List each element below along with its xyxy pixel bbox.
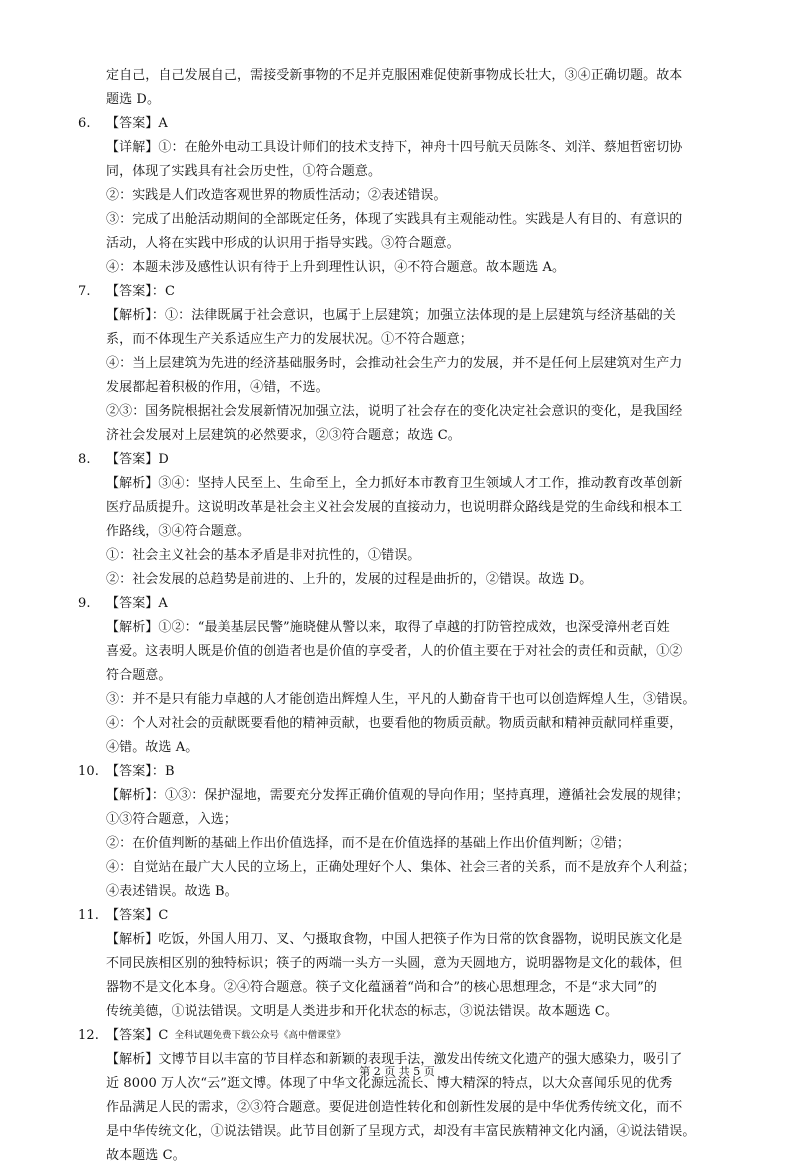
- answer-content: [78, 64, 718, 1168]
- explanation-line: ②：在价值判断的基础上作出价值选择，而不是在价值选择的基础上作出价值判断；②错；: [106, 836, 631, 851]
- question-answer-line: [78, 592, 718, 616]
- explanation-line: ③：完成了出舱活动期间的全部既定任务，体现了实践具有主观能动性。实践是人有目的、有意识的: [106, 212, 683, 227]
- explanation-line: 【解析】③④：坚持人民至上、生命至上，全力抓好本市教育卫生领域人才工作，推动教育改革创新: [106, 476, 683, 491]
- answer-label: 【答案】：C: [106, 284, 176, 299]
- explanation-line: 发展都起着积极的作用，④错，不选。: [106, 380, 329, 395]
- explanation-line: ④表述错误。故选 B。: [106, 884, 238, 899]
- explanation-line: ④错。故选 A。: [106, 740, 199, 755]
- explanation-line: 【解析】①②：“最美基层民警”施晓健从警以来，取得了卓越的打防管控成效，也深受漳州老百姓: [106, 620, 670, 635]
- explanation-line: 作品满足人民的需求，②③符合题意。要促进创造性转化和创新性发展的是中华优秀传统文化，而不: [106, 1100, 683, 1115]
- question-number: 10.: [78, 764, 99, 779]
- explanation-line: 喜爱。这表明人既是价值的创造者也是价值的享受者，人的价值主要在于对社会的责任和贡献，①②: [106, 644, 683, 659]
- explanation-line: ②：实践是人们改造客观世界的物质性活动；②表述错误。: [106, 188, 447, 203]
- explanation-line: ④：当上层建筑为先进的经济基础服务时，会推动社会生产力的发展，并不是任何上层建筑对生产力: [106, 356, 683, 371]
- question-answer-line: [78, 280, 718, 304]
- explanation-line: 定自己，自己发展自己，需接受新事物的不足并克服困难促使新事物成长壮大，③④正确切题。故本: [106, 68, 683, 83]
- explanation-line: 【详解】①：在舱外电动工具设计师们的技术支持下，神舟十四号航天员陈冬、刘洋、蔡旭哲密切协: [106, 140, 683, 155]
- explanation-line: 同，体现了实践具有社会历史性，①符合题意。: [106, 164, 382, 179]
- explanation-line: 系，而不体现生产关系适应生产力的发展状况。①不符合题意；: [106, 332, 473, 347]
- explanation-line: ②：社会发展的总趋势是前进的、上升的，发展的过程是曲折的，②错误。故选 D。: [106, 572, 593, 587]
- answer-label: 【答案】A: [106, 596, 168, 611]
- explanation-line: ①③符合题意，入选；: [106, 812, 238, 827]
- explanation-line: 作路线，③④符合题意。: [106, 524, 251, 539]
- explanation-line: 传统美德，①说法错误。文明是人类进步和开化状态的标志，③说法错误。故本题选 C。: [106, 1004, 619, 1019]
- explanation-line: 医疗品质提升。这说明改革是社会主义社会发展的直接动力，也说明群众路线是党的生命线和根本工: [106, 500, 683, 515]
- answer-label: 【答案】D: [106, 452, 169, 467]
- question-answer-line: [78, 112, 718, 136]
- question-number: 6.: [78, 116, 91, 131]
- explanation-line: 器物不是文化本身。②④符合题意。筷子文化蕴涵着“尚和合”的核心思想理念，不是“求大同”的: [106, 980, 657, 995]
- promo-note: 全科试题免费下载公众号《高中僧课堂》: [174, 1030, 346, 1041]
- question-number: 11.: [78, 908, 99, 923]
- question-answer-line: [78, 904, 718, 928]
- question-number: 12.: [78, 1028, 99, 1043]
- answer-label: 【答案】C: [106, 1028, 169, 1043]
- question-number: 8.: [78, 452, 91, 467]
- explanation-line: ③：并不是只有能力卓越的人才能创造出辉煌人生，平凡的人勤奋肯干也可以创造辉煌人生，③错误。: [106, 692, 696, 707]
- answer-label: 【答案】：B: [106, 764, 175, 779]
- answer-label: 【答案】C: [106, 908, 169, 923]
- explanation-line: 是中华传统文化，①说法错误。此节目创新了呈现方式，却没有丰富民族精神文化内涵，④说法错误。: [106, 1124, 696, 1139]
- explanation-line: 活动，人将在实践中形成的认识用于指导实践。③符合题意。: [106, 236, 460, 251]
- explanation-line: ②③：国务院根据社会发展新情况加强立法，说明了社会存在的变化决定社会意识的变化，是我国经: [106, 404, 683, 419]
- question-answer-line: [78, 448, 718, 472]
- explanation-line: 【解析】文博节目以丰富的节目样态和新颖的表现手法，激发出传统文化遗产的强大感染力，吸引了: [106, 1052, 683, 1067]
- question-answer-line: [78, 760, 718, 784]
- question-number: 7.: [78, 284, 91, 299]
- page-footer: 第 2 页 共 5 页: [359, 1065, 435, 1078]
- explanation-line: 题选 D。: [106, 92, 161, 107]
- answer-label: 【答案】A: [106, 116, 168, 131]
- explanation-line: 【解析】：①③：保护湿地，需要充分发挥正确价值观的导向作用；坚持真理，遵循社会发展的规律；: [106, 788, 690, 803]
- explanation-line: 【解析】吃饭，外国人用刀、叉、勺摄取食物，中国人把筷子作为日常的饮食器物，说明民族文化是: [106, 932, 683, 947]
- explanation-line: 故本题选 C。: [106, 1148, 186, 1163]
- explanation-line: ④：自觉站在最广大人民的立场上，正确处理好个人、集体、社会三者的关系，而不是放弃个人利益；: [106, 860, 696, 875]
- explanation-line: 济社会发展对上层建筑的必然要求，②③符合题意；故选 C。: [106, 428, 461, 443]
- explanation-line: ④：个人对社会的贡献既要看他的精神贡献，也要看他的物质贡献。物质贡献和精神贡献同样重要，: [106, 716, 683, 731]
- question-number: 9.: [78, 596, 91, 611]
- explanation-line: 符合题意。: [106, 668, 172, 683]
- explanation-line: ④：本题未涉及感性认识有待于上升到理性认识，④不符合题意。故本题选 A。: [106, 260, 566, 275]
- explanation-line: 近 8000 万人次“云”逛文博。体现了中华文化源远流长、博大精深的特点，以大众喜闻乐见的优秀: [106, 1076, 673, 1091]
- explanation-line: 不同民族相区别的独特标识；筷子的两端一头方一头圆，意为天圆地方，说明器物是文化的载体，但: [106, 956, 683, 971]
- explanation-line: 【解析】：①：法律既属于社会意识，也属于上层建筑；加强立法体现的是上层建筑与经济基础的关: [106, 308, 676, 323]
- question-answer-line: [78, 1024, 718, 1048]
- explanation-line: ①：社会主义社会的基本矛盾是非对抗性的，①错误。: [106, 548, 421, 563]
